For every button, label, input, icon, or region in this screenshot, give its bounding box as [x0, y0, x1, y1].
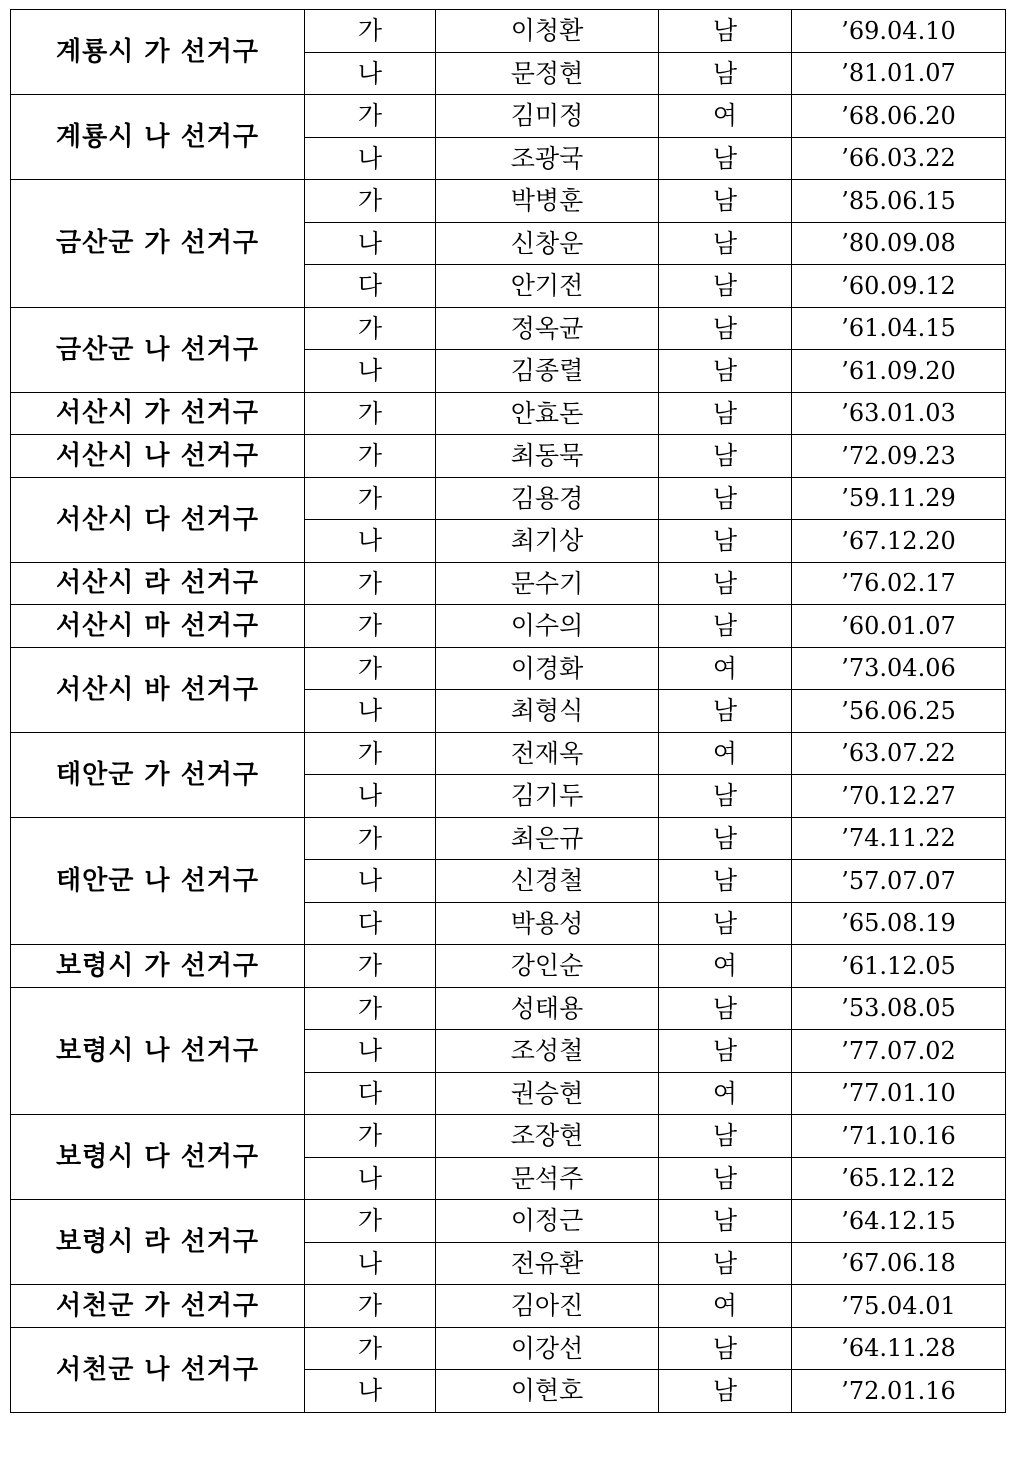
order-cell: 가 [305, 945, 436, 988]
order-cell: 가 [305, 1200, 436, 1243]
table-row [11, 1285, 1006, 1328]
candidate-name-cell: 신경철 [436, 860, 659, 903]
birth-date-cell: ’67.12.20 [792, 520, 1006, 563]
birth-date-cell: ’76.02.17 [792, 562, 1006, 605]
birth-date-cell: ’80.09.08 [792, 222, 1006, 265]
district-cell: 보령시 라 선거구 [11, 1200, 305, 1285]
candidate-name-cell: 문정현 [436, 52, 659, 95]
order-cell: 가 [305, 477, 436, 520]
district-cell: 금산군 가 선거구 [11, 180, 305, 308]
gender-cell: 남 [659, 1327, 792, 1370]
candidate-name-cell: 박병훈 [436, 180, 659, 223]
gender-cell: 여 [659, 95, 792, 138]
table-row [11, 1327, 1006, 1370]
candidate-table [10, 9, 1006, 1413]
candidate-name-cell: 최기상 [436, 520, 659, 563]
gender-cell: 남 [659, 435, 792, 478]
birth-date-cell: ’64.11.28 [792, 1327, 1006, 1370]
district-cell: 금산군 나 선거구 [11, 307, 305, 392]
gender-cell: 남 [659, 605, 792, 648]
birth-date-cell: ’68.06.20 [792, 95, 1006, 138]
district-cell: 계룡시 가 선거구 [11, 10, 305, 95]
order-cell: 나 [305, 1242, 436, 1285]
order-cell: 가 [305, 307, 436, 350]
order-cell: 가 [305, 1115, 436, 1158]
birth-date-cell: ’61.04.15 [792, 307, 1006, 350]
table-row [11, 307, 1006, 350]
birth-date-cell: ’71.10.16 [792, 1115, 1006, 1158]
candidate-name-cell: 김아진 [436, 1285, 659, 1328]
table-row [11, 945, 1006, 988]
district-cell: 서천군 나 선거구 [11, 1327, 305, 1412]
district-cell: 서천군 가 선거구 [11, 1285, 305, 1328]
candidate-name-cell: 이경화 [436, 647, 659, 690]
gender-cell: 여 [659, 1072, 792, 1115]
order-cell: 가 [305, 10, 436, 53]
gender-cell: 여 [659, 1285, 792, 1328]
gender-cell: 남 [659, 392, 792, 435]
district-cell: 태안군 나 선거구 [11, 817, 305, 945]
order-cell: 가 [305, 987, 436, 1030]
birth-date-cell: ’70.12.27 [792, 775, 1006, 818]
district-cell: 서산시 바 선거구 [11, 647, 305, 732]
candidate-name-cell: 이정근 [436, 1200, 659, 1243]
candidate-name-cell: 문석주 [436, 1157, 659, 1200]
gender-cell: 남 [659, 860, 792, 903]
candidate-name-cell: 신창운 [436, 222, 659, 265]
candidate-name-cell: 안효돈 [436, 392, 659, 435]
order-cell: 다 [305, 1072, 436, 1115]
order-cell: 가 [305, 732, 436, 775]
birth-date-cell: ’69.04.10 [792, 10, 1006, 53]
gender-cell: 남 [659, 52, 792, 95]
gender-cell: 남 [659, 477, 792, 520]
gender-cell: 여 [659, 732, 792, 775]
birth-date-cell: ’57.07.07 [792, 860, 1006, 903]
candidate-name-cell: 이수의 [436, 605, 659, 648]
gender-cell: 남 [659, 307, 792, 350]
order-cell: 가 [305, 180, 436, 223]
gender-cell: 남 [659, 350, 792, 393]
gender-cell: 남 [659, 1200, 792, 1243]
table-row [11, 987, 1006, 1030]
order-cell: 나 [305, 520, 436, 563]
birth-date-cell: ’77.01.10 [792, 1072, 1006, 1115]
district-cell: 태안군 가 선거구 [11, 732, 305, 817]
gender-cell: 남 [659, 222, 792, 265]
candidate-name-cell: 문수기 [436, 562, 659, 605]
order-cell: 나 [305, 1030, 436, 1073]
birth-date-cell: ’63.01.03 [792, 392, 1006, 435]
candidate-name-cell: 전재옥 [436, 732, 659, 775]
birth-date-cell: ’72.01.16 [792, 1370, 1006, 1413]
gender-cell: 남 [659, 902, 792, 945]
district-cell: 서산시 나 선거구 [11, 435, 305, 478]
birth-date-cell: ’65.08.19 [792, 902, 1006, 945]
district-cell: 서산시 라 선거구 [11, 562, 305, 605]
candidate-name-cell: 김종렬 [436, 350, 659, 393]
candidate-name-cell: 조장현 [436, 1115, 659, 1158]
district-cell: 계룡시 나 선거구 [11, 95, 305, 180]
gender-cell: 남 [659, 817, 792, 860]
table-row [11, 562, 1006, 605]
gender-cell: 남 [659, 1030, 792, 1073]
birth-date-cell: ’60.09.12 [792, 265, 1006, 308]
table-row [11, 180, 1006, 223]
gender-cell: 남 [659, 562, 792, 605]
table-row [11, 10, 1006, 53]
gender-cell: 남 [659, 265, 792, 308]
table-row [11, 435, 1006, 478]
gender-cell: 남 [659, 180, 792, 223]
candidate-name-cell: 최형식 [436, 690, 659, 733]
order-cell: 나 [305, 1370, 436, 1413]
birth-date-cell: ’56.06.25 [792, 690, 1006, 733]
order-cell: 가 [305, 605, 436, 648]
birth-date-cell: ’63.07.22 [792, 732, 1006, 775]
gender-cell: 여 [659, 945, 792, 988]
gender-cell: 남 [659, 775, 792, 818]
candidate-name-cell: 박용성 [436, 902, 659, 945]
table-row [11, 95, 1006, 138]
district-cell: 서산시 마 선거구 [11, 605, 305, 648]
table-row [11, 817, 1006, 860]
candidate-table-body [11, 10, 1006, 1413]
order-cell: 나 [305, 350, 436, 393]
order-cell: 가 [305, 1285, 436, 1328]
order-cell: 가 [305, 1327, 436, 1370]
table-row [11, 605, 1006, 648]
birth-date-cell: ’74.11.22 [792, 817, 1006, 860]
order-cell: 나 [305, 1157, 436, 1200]
birth-date-cell: ’67.06.18 [792, 1242, 1006, 1285]
gender-cell: 여 [659, 647, 792, 690]
birth-date-cell: ’64.12.15 [792, 1200, 1006, 1243]
candidate-name-cell: 안기전 [436, 265, 659, 308]
order-cell: 나 [305, 690, 436, 733]
table-row [11, 392, 1006, 435]
table-row [11, 1115, 1006, 1158]
candidate-name-cell: 이강선 [436, 1327, 659, 1370]
birth-date-cell: ’65.12.12 [792, 1157, 1006, 1200]
candidate-name-cell: 전유환 [436, 1242, 659, 1285]
birth-date-cell: ’85.06.15 [792, 180, 1006, 223]
birth-date-cell: ’53.08.05 [792, 987, 1006, 1030]
candidate-name-cell: 김미정 [436, 95, 659, 138]
order-cell: 다 [305, 265, 436, 308]
birth-date-cell: ’72.09.23 [792, 435, 1006, 478]
district-cell: 보령시 가 선거구 [11, 945, 305, 988]
district-cell: 서산시 가 선거구 [11, 392, 305, 435]
gender-cell: 남 [659, 10, 792, 53]
order-cell: 가 [305, 817, 436, 860]
birth-date-cell: ’66.03.22 [792, 137, 1006, 180]
district-cell: 서산시 다 선거구 [11, 477, 305, 562]
order-cell: 나 [305, 860, 436, 903]
order-cell: 나 [305, 222, 436, 265]
gender-cell: 남 [659, 1370, 792, 1413]
gender-cell: 남 [659, 137, 792, 180]
candidate-name-cell: 이현호 [436, 1370, 659, 1413]
order-cell: 나 [305, 137, 436, 180]
candidate-name-cell: 조성철 [436, 1030, 659, 1073]
birth-date-cell: ’73.04.06 [792, 647, 1006, 690]
district-cell: 보령시 다 선거구 [11, 1115, 305, 1200]
order-cell: 다 [305, 902, 436, 945]
order-cell: 가 [305, 95, 436, 138]
birth-date-cell: ’59.11.29 [792, 477, 1006, 520]
table-row [11, 477, 1006, 520]
gender-cell: 남 [659, 1242, 792, 1285]
candidate-name-cell: 김기두 [436, 775, 659, 818]
birth-date-cell: ’75.04.01 [792, 1285, 1006, 1328]
order-cell: 나 [305, 52, 436, 95]
candidate-name-cell: 강인순 [436, 945, 659, 988]
order-cell: 가 [305, 392, 436, 435]
order-cell: 가 [305, 435, 436, 478]
candidate-name-cell: 최은규 [436, 817, 659, 860]
table-row [11, 732, 1006, 775]
candidate-name-cell: 최동묵 [436, 435, 659, 478]
table-row [11, 1200, 1006, 1243]
gender-cell: 남 [659, 1157, 792, 1200]
district-cell: 보령시 나 선거구 [11, 987, 305, 1115]
candidate-name-cell: 정옥균 [436, 307, 659, 350]
birth-date-cell: ’61.12.05 [792, 945, 1006, 988]
order-cell: 가 [305, 647, 436, 690]
candidate-name-cell: 성태용 [436, 987, 659, 1030]
birth-date-cell: ’60.01.07 [792, 605, 1006, 648]
candidate-name-cell: 권승현 [436, 1072, 659, 1115]
birth-date-cell: ’77.07.02 [792, 1030, 1006, 1073]
birth-date-cell: ’81.01.07 [792, 52, 1006, 95]
gender-cell: 남 [659, 520, 792, 563]
candidate-name-cell: 이청환 [436, 10, 659, 53]
gender-cell: 남 [659, 1115, 792, 1158]
order-cell: 가 [305, 562, 436, 605]
birth-date-cell: ’61.09.20 [792, 350, 1006, 393]
gender-cell: 남 [659, 987, 792, 1030]
table-row [11, 647, 1006, 690]
order-cell: 나 [305, 775, 436, 818]
candidate-name-cell: 조광국 [436, 137, 659, 180]
gender-cell: 남 [659, 690, 792, 733]
candidate-name-cell: 김용경 [436, 477, 659, 520]
